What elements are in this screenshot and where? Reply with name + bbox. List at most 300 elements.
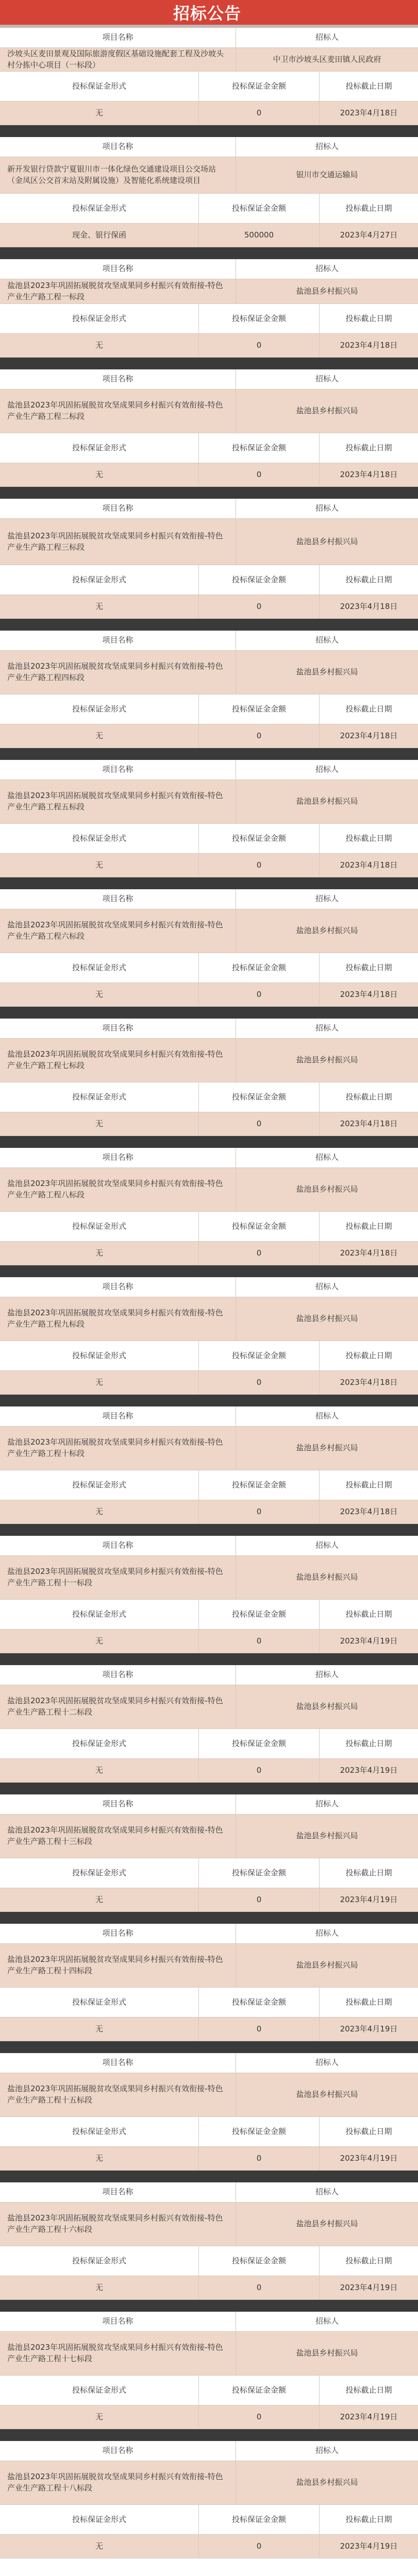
notice-separator <box>0 2041 418 2053</box>
notice-separator <box>0 1265 418 1277</box>
guarantee-head-row <box>0 2246 418 2276</box>
guarantee-head-row <box>0 1729 418 1759</box>
guarantee-form-label: 投标保证金形式 <box>0 824 199 853</box>
guarantee-form-label: 投标保证金形式 <box>0 694 199 724</box>
notice-block <box>0 760 418 889</box>
owner-label: 招标人 <box>315 2446 339 2455</box>
owner-value: 盐池县乡村振兴局 <box>296 1184 358 1194</box>
notice-head-row <box>0 369 418 389</box>
guarantee-amount-value: 0 <box>199 1500 320 1523</box>
notice-name-row <box>0 1944 418 1988</box>
guarantee-head-row <box>0 565 418 595</box>
owner-label: 招标人 <box>315 1540 339 1550</box>
notice-block <box>0 1019 418 1148</box>
notice-separator <box>0 877 418 889</box>
project-name-label: 项目名称 <box>0 631 236 650</box>
guarantee-form-value: 无 <box>0 724 199 748</box>
project-name-label: 项目名称 <box>0 259 236 279</box>
guarantee-value-row <box>0 2276 418 2300</box>
guarantee-amount-label: 投标保证金金额 <box>199 304 320 333</box>
owner-label: 招标人 <box>315 2316 339 2326</box>
project-name-label: 项目名称 <box>0 137 236 157</box>
guarantee-amount-label: 投标保证金金额 <box>199 1082 320 1112</box>
notice-name-row <box>0 909 418 953</box>
guarantee-form-label: 投标保证金形式 <box>0 72 199 101</box>
guarantee-head-row <box>0 824 418 854</box>
notice-block <box>0 1406 418 1536</box>
guarantee-amount-label: 投标保证金金额 <box>199 1600 320 1629</box>
guarantee-form-label: 投标保证金形式 <box>0 1470 199 1500</box>
guarantee-amount-label: 投标保证金金额 <box>199 2246 320 2276</box>
guarantee-form-label: 投标保证金形式 <box>0 1341 199 1370</box>
guarantee-amount-label: 投标保证金金额 <box>199 433 320 463</box>
project-name-label: 项目名称 <box>0 1665 236 1685</box>
guarantee-amount-value: 0 <box>199 724 320 748</box>
guarantee-form-label: 投标保证金形式 <box>0 304 199 333</box>
notice-separator <box>0 2429 418 2441</box>
guarantee-form-value: 无 <box>0 983 199 1006</box>
notice-separator <box>0 1395 418 1406</box>
notice-block <box>0 2312 418 2441</box>
owner-value: 盐池县乡村振兴局 <box>296 1314 358 1324</box>
project-name-label: 项目名称 <box>0 1277 236 1297</box>
notice-head-row <box>0 2312 418 2332</box>
project-name-value: 沙坡头区麦田景观及国际旅游度假区基础设施配套工程及沙坡头村分拣中心项目（一标段） <box>0 48 236 71</box>
guarantee-amount-value: 0 <box>199 2535 320 2558</box>
owner-label: 招标人 <box>315 32 339 42</box>
notice-head-row <box>0 137 418 157</box>
guarantee-head-row <box>0 2376 418 2405</box>
owner-value: 盐池县乡村振兴局 <box>296 286 358 296</box>
notice-name-row <box>0 780 418 824</box>
notice-head-row <box>0 1665 418 1685</box>
deadline-value: 2023年4月18日 <box>340 1118 398 1128</box>
owner-label: 招标人 <box>315 1153 339 1162</box>
deadline-value: 2023年4月27日 <box>340 230 398 240</box>
guarantee-head-row <box>0 1341 418 1371</box>
guarantee-amount-label: 投标保证金金额 <box>199 1729 320 1758</box>
guarantee-form-value: 无 <box>0 2147 199 2170</box>
notice-block <box>0 1277 418 1406</box>
notice-name-row <box>0 519 418 565</box>
guarantee-value-row <box>0 101 418 125</box>
deadline-label: 投标截止日期 <box>345 203 392 213</box>
notice-block <box>0 1924 418 2053</box>
guarantee-amount-value: 0 <box>199 1242 320 1265</box>
owner-value: 盐池县乡村振兴局 <box>296 1702 358 1711</box>
notice-name-row <box>0 2202 418 2246</box>
deadline-value: 2023年4月18日 <box>340 1506 398 1516</box>
notice-name-row <box>0 1556 418 1600</box>
guarantee-form-label: 投标保证金形式 <box>0 1858 199 1888</box>
deadline-label: 投标截止日期 <box>345 2385 392 2395</box>
notice-name-row <box>0 2073 418 2117</box>
notice-block <box>0 259 418 369</box>
owner-value: 盐池县乡村振兴局 <box>296 1443 358 1453</box>
owner-value: 盐池县乡村振兴局 <box>296 406 358 416</box>
owner-label: 招标人 <box>315 1282 339 1292</box>
guarantee-head-row <box>0 1858 418 1888</box>
guarantee-value-row <box>0 224 418 247</box>
project-name-value: 盐池县2023年巩固拓展脱贫攻坚成果同乡村振兴有效衔接-特色产业生产路工程十二标段 <box>0 1685 236 1728</box>
deadline-value: 2023年4月18日 <box>340 989 398 999</box>
owner-label: 招标人 <box>315 894 339 904</box>
guarantee-amount-value: 0 <box>199 2276 320 2299</box>
guarantee-amount-value: 0 <box>199 463 320 486</box>
guarantee-head-row <box>0 72 418 101</box>
notice-separator <box>0 1524 418 1536</box>
guarantee-amount-value: 0 <box>199 983 320 1006</box>
notice-separator <box>0 125 418 137</box>
project-name-label: 项目名称 <box>0 1924 236 1943</box>
notice-block <box>0 631 418 760</box>
notice-name-row <box>0 1297 418 1341</box>
notice-separator <box>0 1653 418 1665</box>
notice-block <box>0 137 418 259</box>
guarantee-amount-value: 500000 <box>199 224 320 247</box>
project-name-label: 项目名称 <box>0 2441 236 2461</box>
guarantee-form-label: 投标保证金形式 <box>0 194 199 223</box>
project-name-value: 盐池县2023年巩固拓展脱贫攻坚成果同乡村振兴有效衔接-特色产业生产路工程八标段 <box>0 1168 236 1211</box>
guarantee-amount-value: 0 <box>199 1112 320 1136</box>
guarantee-value-row <box>0 595 418 619</box>
guarantee-amount-label: 投标保证金金额 <box>199 72 320 101</box>
guarantee-value-row <box>0 1371 418 1395</box>
project-name-value: 盐池县2023年巩固拓展脱贫攻坚成果同乡村振兴有效衔接-特色产业生产路工程七标段 <box>0 1039 236 1082</box>
guarantee-value-row <box>0 1888 418 1912</box>
owner-value: 盐池县乡村振兴局 <box>296 2219 358 2229</box>
guarantee-amount-label: 投标保证金金额 <box>199 2505 320 2534</box>
project-name-label: 项目名称 <box>0 499 236 518</box>
deadline-label: 投标截止日期 <box>345 1221 392 1231</box>
owner-label: 招标人 <box>315 2187 339 2197</box>
guarantee-value-row <box>0 724 418 748</box>
deadline-value: 2023年4月18日 <box>340 108 398 117</box>
notice-head-row <box>0 2441 418 2461</box>
deadline-label: 投标截止日期 <box>345 2256 392 2265</box>
notice-head-row <box>0 889 418 909</box>
guarantee-form-label: 投标保证金形式 <box>0 2117 199 2146</box>
project-name-label: 项目名称 <box>0 1406 236 1426</box>
notice-name-row <box>0 157 418 194</box>
guarantee-amount-value: 0 <box>199 2405 320 2429</box>
project-name-label: 项目名称 <box>0 1148 236 1167</box>
project-name-value: 盐池县2023年巩固拓展脱贫攻坚成果同乡村振兴有效衔接-特色产业生产路工程一标段 <box>0 279 236 303</box>
owner-label: 招标人 <box>315 2058 339 2067</box>
guarantee-form-label: 投标保证金形式 <box>0 2505 199 2534</box>
guarantee-amount-label: 投标保证金金额 <box>199 2376 320 2405</box>
notice-separator <box>0 1783 418 1794</box>
deadline-label: 投标截止日期 <box>345 962 392 972</box>
guarantee-form-value: 无 <box>0 595 199 618</box>
owner-value: 中卫市沙坡头区麦田镇人民政府 <box>273 54 381 64</box>
guarantee-form-value: 无 <box>0 854 199 877</box>
guarantee-form-label: 投标保证金形式 <box>0 565 199 595</box>
guarantee-amount-label: 投标保证金金额 <box>199 194 320 223</box>
guarantee-form-value: 无 <box>0 101 199 125</box>
deadline-label: 投标截止日期 <box>345 1480 392 1489</box>
deadline-label: 投标截止日期 <box>345 313 392 323</box>
project-name-label: 项目名称 <box>0 369 236 389</box>
notice-head-row <box>0 1924 418 1944</box>
notice-head-row <box>0 28 418 48</box>
notice-separator <box>0 1136 418 1148</box>
owner-value: 盐池县乡村振兴局 <box>296 667 358 677</box>
guarantee-amount-value: 0 <box>199 1630 320 1653</box>
guarantee-amount-label: 投标保证金金额 <box>199 565 320 595</box>
deadline-value: 2023年4月19日 <box>340 2024 398 2033</box>
notice-block <box>0 28 418 137</box>
owner-value: 银川市交通运输局 <box>296 170 358 180</box>
notice-name-row <box>0 389 418 433</box>
notice-separator <box>0 358 418 369</box>
notice-separator <box>0 619 418 631</box>
deadline-value: 2023年4月18日 <box>340 1248 398 1258</box>
deadline-label: 投标截止日期 <box>345 704 392 714</box>
guarantee-head-row <box>0 1470 418 1500</box>
project-name-value: 盐池县2023年巩固拓展脱贫攻坚成果同乡村振兴有效衔接-特色产业生产路工程二标段 <box>0 389 236 433</box>
project-name-value: 盐池县2023年巩固拓展脱贫攻坚成果同乡村振兴有效衔接-特色产业生产路工程十七标段 <box>0 2332 236 2375</box>
notice-head-row <box>0 760 418 780</box>
notice-block <box>0 2441 418 2558</box>
project-name-label: 项目名称 <box>0 889 236 909</box>
guarantee-amount-value: 0 <box>199 1759 320 1782</box>
guarantee-head-row <box>0 1082 418 1112</box>
owner-label: 招标人 <box>315 503 339 513</box>
guarantee-amount-value: 0 <box>199 2147 320 2170</box>
project-name-value: 新开发银行贷款宁夏银川市一体化绿色交通建设项目公交场站（金凤区公交首末站及附属设施）及智能化系统建设项目 <box>0 157 236 193</box>
notice-name-row <box>0 48 418 72</box>
notice-name-row <box>0 1685 418 1729</box>
project-name-label: 项目名称 <box>0 2312 236 2331</box>
project-name-value: 盐池县2023年巩固拓展脱贫攻坚成果同乡村振兴有效衔接-特色产业生产路工程十四标段 <box>0 1944 236 1987</box>
project-name-value: 盐池县2023年巩固拓展脱贫攻坚成果同乡村振兴有效衔接-特色产业生产路工程十六标段 <box>0 2202 236 2246</box>
project-name-value: 盐池县2023年巩固拓展脱贫攻坚成果同乡村振兴有效衔接-特色产业生产路工程五标段 <box>0 780 236 823</box>
deadline-value: 2023年4月19日 <box>340 2153 398 2163</box>
guarantee-amount-value: 0 <box>199 2018 320 2041</box>
guarantee-form-label: 投标保证金形式 <box>0 1729 199 1758</box>
guarantee-form-value: 无 <box>0 334 199 357</box>
guarantee-amount-label: 投标保证金金额 <box>199 1858 320 1888</box>
owner-label: 招标人 <box>315 1928 339 1938</box>
notice-block <box>0 2053 418 2182</box>
guarantee-form-value: 无 <box>0 1888 199 1911</box>
owner-value: 盐池县乡村振兴局 <box>296 1572 358 1582</box>
notice-head-row <box>0 1406 418 1427</box>
deadline-value: 2023年4月19日 <box>340 1636 398 1646</box>
guarantee-form-value: 无 <box>0 2535 199 2558</box>
project-name-value: 盐池县2023年巩固拓展脱贫攻坚成果同乡村振兴有效衔接-特色产业生产路工程十标段 <box>0 1427 236 1470</box>
guarantee-form-label: 投标保证金形式 <box>0 1212 199 1241</box>
guarantee-head-row <box>0 1212 418 1242</box>
guarantee-amount-label: 投标保证金金额 <box>199 1470 320 1500</box>
notice-name-row <box>0 651 418 694</box>
notice-head-row <box>0 499 418 519</box>
notice-name-row <box>0 1427 418 1470</box>
page-title: 招标公告 <box>173 4 242 23</box>
guarantee-head-row <box>0 2117 418 2147</box>
notice-name-row <box>0 2332 418 2376</box>
deadline-label: 投标截止日期 <box>345 574 392 584</box>
notice-block <box>0 499 418 631</box>
guarantee-value-row <box>0 854 418 877</box>
project-name-value: 盐池县2023年巩固拓展脱贫攻坚成果同乡村振兴有效衔接-特色产业生产路工程九标段 <box>0 1297 236 1341</box>
guarantee-value-row <box>0 1112 418 1136</box>
guarantee-form-value: 无 <box>0 2405 199 2429</box>
deadline-value: 2023年4月19日 <box>340 1765 398 1775</box>
guarantee-amount-value: 0 <box>199 854 320 877</box>
guarantee-head-row <box>0 953 418 983</box>
notice-separator <box>0 2171 418 2182</box>
owner-value: 盐池县乡村振兴局 <box>296 1055 358 1065</box>
project-name-value: 盐池县2023年巩固拓展脱贫攻坚成果同乡村振兴有效衔接-特色产业生产路工程四标段 <box>0 651 236 694</box>
guarantee-amount-label: 投标保证金金额 <box>199 953 320 982</box>
guarantee-form-label: 投标保证金形式 <box>0 1082 199 1112</box>
notice-separator <box>0 748 418 760</box>
project-name-label: 项目名称 <box>0 2182 236 2202</box>
deadline-label: 投标截止日期 <box>345 2514 392 2524</box>
guarantee-amount-label: 投标保证金金额 <box>199 1988 320 2017</box>
owner-label: 招标人 <box>315 1670 339 1680</box>
project-name-label: 项目名称 <box>0 1536 236 1555</box>
guarantee-form-label: 投标保证金形式 <box>0 1988 199 2017</box>
project-name-value: 盐池县2023年巩固拓展脱贫攻坚成果同乡村振兴有效衔接-特色产业生产路工程十三标段 <box>0 1815 236 1858</box>
notice-head-row <box>0 1019 418 1039</box>
guarantee-head-row <box>0 2505 418 2535</box>
guarantee-amount-label: 投标保证金金额 <box>199 1341 320 1370</box>
deadline-label: 投标截止日期 <box>345 1350 392 1360</box>
notice-name-row <box>0 1039 418 1082</box>
owner-label: 招标人 <box>315 1799 339 1809</box>
notice-name-row <box>0 2461 418 2505</box>
project-name-value: 盐池县2023年巩固拓展脱贫攻坚成果同乡村振兴有效衔接-特色产业生产路工程六标段 <box>0 909 236 953</box>
guarantee-head-row <box>0 1988 418 2018</box>
project-name-label: 项目名称 <box>0 760 236 779</box>
guarantee-value-row <box>0 2018 418 2041</box>
guarantee-value-row <box>0 1630 418 1653</box>
deadline-label: 投标截止日期 <box>345 1738 392 1748</box>
guarantee-head-row <box>0 433 418 463</box>
guarantee-head-row <box>0 304 418 334</box>
deadline-label: 投标截止日期 <box>345 81 392 91</box>
notice-block <box>0 1536 418 1665</box>
notice-block <box>0 1148 418 1277</box>
guarantee-amount-value: 0 <box>199 101 320 125</box>
notice-head-row <box>0 2182 418 2202</box>
notice-block <box>0 2182 418 2312</box>
deadline-value: 2023年4月18日 <box>340 860 398 870</box>
deadline-value: 2023年4月18日 <box>340 1377 398 1387</box>
guarantee-amount-label: 投标保证金金额 <box>199 2117 320 2146</box>
notice-block <box>0 1794 418 1924</box>
notice-head-row <box>0 259 418 279</box>
notice-head-row <box>0 1536 418 1556</box>
notice-separator <box>0 1912 418 1924</box>
guarantee-form-value: 无 <box>0 1759 199 1782</box>
guarantee-value-row <box>0 1759 418 1783</box>
project-name-label: 项目名称 <box>0 28 236 47</box>
guarantee-form-value: 无 <box>0 2276 199 2299</box>
project-name-value: 盐池县2023年巩固拓展脱贫攻坚成果同乡村振兴有效衔接-特色产业生产路工程十一标段 <box>0 1556 236 1599</box>
guarantee-form-label: 投标保证金形式 <box>0 2376 199 2405</box>
guarantee-value-row <box>0 2405 418 2429</box>
page-header <box>0 0 418 28</box>
guarantee-value-row <box>0 463 418 487</box>
guarantee-amount-label: 投标保证金金额 <box>199 1212 320 1241</box>
owner-value: 盐池县乡村振兴局 <box>296 926 358 936</box>
guarantee-form-value: 无 <box>0 1500 199 1523</box>
deadline-value: 2023年4月19日 <box>340 2541 398 2551</box>
deadline-label: 投标截止日期 <box>345 1997 392 2007</box>
guarantee-value-row <box>0 2535 418 2558</box>
deadline-value: 2023年4月18日 <box>340 601 398 611</box>
notice-name-row <box>0 279 418 304</box>
guarantee-amount-value: 0 <box>199 595 320 618</box>
owner-label: 招标人 <box>315 1023 339 1033</box>
notice-block <box>0 889 418 1019</box>
owner-label: 招标人 <box>315 264 339 274</box>
deadline-label: 投标截止日期 <box>345 1092 392 1101</box>
guarantee-form-label: 投标保证金形式 <box>0 953 199 982</box>
guarantee-amount-value: 0 <box>199 1888 320 1911</box>
notice-block <box>0 369 418 499</box>
project-name-value: 盐池县2023年巩固拓展脱贫攻坚成果同乡村振兴有效衔接-特色产业生产路工程十八标段 <box>0 2461 236 2504</box>
deadline-label: 投标截止日期 <box>345 1609 392 1619</box>
guarantee-head-row <box>0 1600 418 1630</box>
notice-name-row <box>0 1168 418 1212</box>
guarantee-form-label: 投标保证金形式 <box>0 433 199 463</box>
guarantee-form-label: 投标保证金形式 <box>0 1600 199 1629</box>
deadline-value: 2023年4月19日 <box>340 2412 398 2421</box>
guarantee-value-row <box>0 1500 418 1524</box>
owner-value: 盐池县乡村振兴局 <box>296 796 358 806</box>
deadline-value: 2023年4月19日 <box>340 1894 398 1904</box>
notice-head-row <box>0 1148 418 1168</box>
owner-value: 盐池县乡村振兴局 <box>296 2348 358 2358</box>
guarantee-amount-label: 投标保证金金额 <box>199 824 320 853</box>
notice-head-row <box>0 2053 418 2073</box>
deadline-label: 投标截止日期 <box>345 1868 392 1877</box>
guarantee-value-row <box>0 1242 418 1265</box>
notice-head-row <box>0 631 418 651</box>
owner-value: 盐池县乡村振兴局 <box>296 536 358 546</box>
deadline-value: 2023年4月18日 <box>340 469 398 479</box>
guarantee-amount-value: 0 <box>199 1371 320 1394</box>
notice-separator <box>0 2300 418 2312</box>
notice-head-row <box>0 1277 418 1297</box>
deadline-value: 2023年4月18日 <box>340 731 398 740</box>
owner-value: 盐池县乡村振兴局 <box>296 2090 358 2099</box>
project-name-value: 盐池县2023年巩固拓展脱贫攻坚成果同乡村振兴有效衔接-特色产业生产路工程三标段 <box>0 519 236 565</box>
owner-value: 盐池县乡村振兴局 <box>296 2478 358 2487</box>
guarantee-amount-value: 0 <box>199 334 320 357</box>
guarantee-form-label: 投标保证金形式 <box>0 2246 199 2276</box>
notice-separator <box>0 487 418 499</box>
owner-value: 盐池县乡村振兴局 <box>296 1831 358 1841</box>
guarantee-form-value: 无 <box>0 1630 199 1653</box>
owner-label: 招标人 <box>315 635 339 645</box>
owner-label: 招标人 <box>315 765 339 774</box>
notice-list <box>0 28 418 2558</box>
notice-separator <box>0 1007 418 1019</box>
guarantee-form-value: 无 <box>0 1371 199 1394</box>
guarantee-form-value: 无 <box>0 1112 199 1136</box>
guarantee-form-value: 无 <box>0 463 199 486</box>
guarantee-head-row <box>0 694 418 724</box>
deadline-label: 投标截止日期 <box>345 2126 392 2136</box>
notice-separator <box>0 247 418 259</box>
guarantee-value-row <box>0 334 418 358</box>
